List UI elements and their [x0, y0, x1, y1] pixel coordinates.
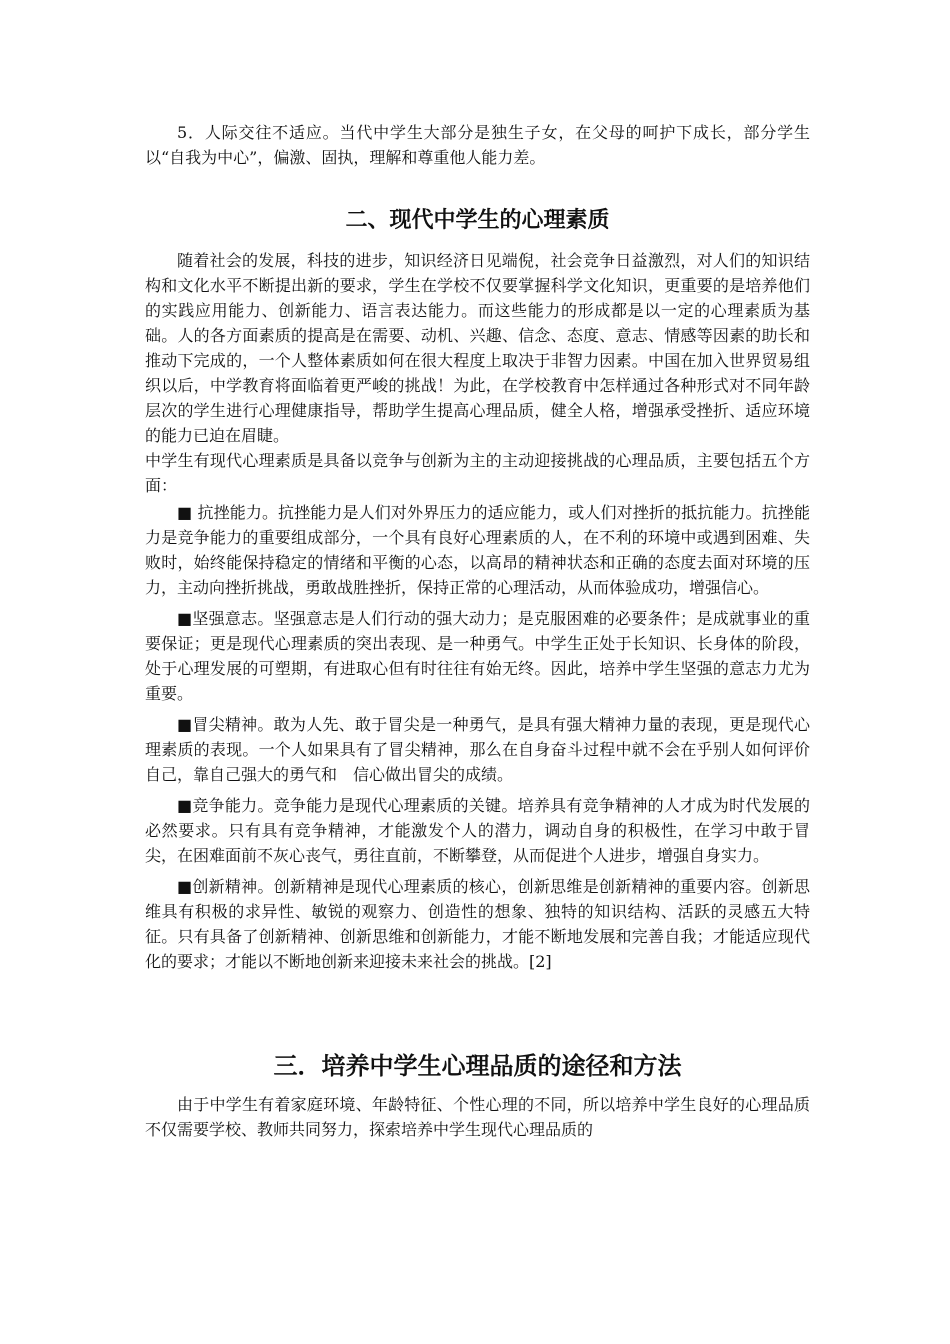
section-3-title: 三．培养中学生心理品质的途径和方法 [273, 1052, 682, 1080]
section-3-paragraph-1: 由于中学生有着家庭环境、年龄特征、个性心理的不同，所以培养中学生良好的心理品质不仅需要学校、教师共同努力，探索培养中学生现代心理品质的 [145, 1095, 810, 1139]
section-2-title: 二、现代中学生的心理素质 [345, 208, 610, 233]
section-2-paragraph-2: 中学生有现代心理素质是具备以竞争与创新为主的主动迎接挑战的心理品质，主要包括五个方面： [145, 451, 810, 495]
bullet-innovation: ■创新精神。创新精神是现代心理素质的核心，创新思维是创新精神的重要内容。创新思维具有积极的求异性、敏锐的观察力、创造性的想象、独特的知识结构、活跃的灵感五大特征。只有具备了创新精神、创新思维和创新能力，才能不断地发展和完善自我；才能适应现代化的要求；才能以不断地创新来迎接未来社会的挑战。[2] [145, 877, 810, 971]
bullet-resilience: ■ 抗挫能力。抗挫能力是人们对外界压力的适应能力，或人们对挫折的抵抗能力。抗挫能力是竞争能力的重要组成部分，一个具有良好心理素质的人，在不利的环境中或遇到困难、失败时，始终能保持稳定的情绪和平衡的心态，以高昂的精神状态和正确的态度去面对环境的压力，主动向挫折挑战，勇敢战胜挫折，保持正常的心理活动，从而体验成功，增强信心。 [145, 503, 810, 597]
document-body [145, 120, 810, 1142]
bullet-competitiveness: ■竞争能力。竞争能力是现代心理素质的关键。培养具有竞争精神的人才成为时代发展的必然要求。只有具有竞争精神，才能激发个人的潜力，调动自身的积极性，在学习中敢于冒尖，在困难面前不灰心丧气，勇往直前，不断攀登，从而促进个人进步，增强自身实力。 [145, 796, 810, 865]
bullet-pioneering-spirit: ■冒尖精神。敢为人先、敢于冒尖是一种勇气，是具有强大精神力量的表现，更是现代心理素质的表现。一个人如果具有了冒尖精神，那么在自身奋斗过程中就不会在乎别人如何评价自己，靠自己强大的勇气和 信心做出冒尖的成绩。 [145, 715, 810, 784]
section-2-paragraph-1: 随着社会的发展，科技的进步，知识经济日见端倪，社会竞争日益激烈，对人们的知识结构和文化水平不断提出新的要求，学生在学校不仅要掌握科学文化知识，更重要的是培养他们的实践应用能力、创新能力、语言表达能力。而这些能力的形成都是以一定的心理素质为基础。人的各方面素质的提高是在需要、动机、兴趣、信念、态度、意志、情感等因素的助长和推动下完成的，一个人整体素质如何在很大程度上取决于非智力因素。中国在加入世界贸易组织以后，中学教育将面临着更严峻的挑战！为此，在学校教育中怎样通过各种形式对不同年龄层次的学生进行心理健康指导，帮助学生提高心理品质，健全人格，增强承受挫折、适应环境的能力已迫在眉睫。 [145, 251, 810, 445]
bullet-willpower: ■坚强意志。坚强意志是人们行动的强大动力；是克服困难的必要条件；是成就事业的重要保证；更是现代心理素质的突出表现、是一种勇气。中学生正处于长知识、长身体的阶段，处于心理发展的可塑期，有进取心但有时往往有始无终。因此，培养中学生坚强的意志力尤为重要。 [145, 609, 810, 703]
point-5-paragraph: 5．人际交往不适应。当代中学生大部分是独生子女，在父母的呵护下成长，部分学生以“自我为中心”，偏激、固执，理解和尊重他人能力差。 [145, 123, 810, 167]
